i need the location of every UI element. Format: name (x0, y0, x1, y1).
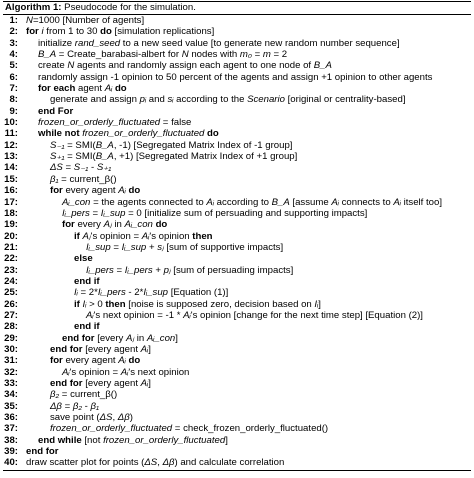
code-fragment: according to (214, 196, 272, 208)
variable: S₊₁ (50, 151, 65, 163)
variable: B_A (95, 139, 114, 151)
code-line (3, 321, 471, 332)
code-line (3, 276, 471, 287)
keyword: do (100, 26, 112, 38)
code-fragment: itself too] (400, 196, 443, 208)
line-number: 21: (4, 241, 18, 253)
variable: ΔS (99, 412, 113, 424)
variable: β₂ (72, 400, 82, 412)
line-number: 13: (4, 151, 18, 163)
variable: Aᵢ (140, 378, 149, 389)
code-line (3, 94, 471, 105)
code-text (74, 253, 93, 264)
keyword: if (74, 298, 83, 310)
code-fragment: [simulation replications] (111, 26, 215, 38)
code-text (38, 128, 219, 139)
code-text (50, 151, 297, 162)
variable: Aᵢ (118, 355, 126, 367)
code-line (3, 117, 471, 128)
variable: Iᵢ_sup (121, 241, 147, 253)
code-fragment: [not (84, 434, 104, 446)
code-line (3, 140, 471, 151)
variable: ΔS (144, 457, 158, 469)
code-fragment: ] (175, 332, 178, 344)
variable: N (181, 49, 189, 61)
code-line (3, 446, 471, 457)
code-text (62, 219, 167, 230)
keyword: while not (38, 128, 83, 140)
code-fragment: + (152, 264, 164, 276)
line-number: 36: (4, 412, 18, 424)
code-text (26, 446, 59, 457)
line-number: 31: (4, 355, 18, 367)
keyword: do (112, 83, 127, 95)
line-number: 5: (9, 60, 18, 72)
keyword: for (50, 355, 66, 367)
algorithm-label: Algorithm 1: (5, 2, 62, 13)
variable: sᵢ (167, 94, 174, 106)
line-number: 37: (4, 423, 18, 435)
code-fragment: save point ( (50, 412, 100, 424)
line-number: 25: (4, 287, 18, 299)
code-fragment: draw scatter plot for points ( (26, 457, 145, 469)
code-fragment: every agent (65, 185, 119, 197)
variable: frozen_or_orderly_fluctuated (103, 434, 226, 446)
code-fragment: = (89, 207, 101, 219)
variable: Aᵢ (206, 196, 215, 208)
code-text (50, 412, 133, 423)
code-line (3, 401, 471, 412)
variable: Aᵢ (393, 196, 401, 208)
code-line (3, 253, 471, 264)
code-fragment: in (111, 219, 125, 231)
code-line (3, 38, 471, 49)
variable: Aᵢ (86, 309, 94, 321)
code-text (38, 72, 432, 83)
line-number: 10: (4, 117, 18, 129)
variable: i (41, 26, 44, 38)
line-number: 39: (4, 446, 18, 458)
keyword: if (74, 230, 83, 242)
line-number: 8: (9, 94, 18, 106)
line-number: 30: (4, 343, 18, 355)
code-line (3, 219, 471, 230)
code-fragment: + (146, 241, 158, 253)
code-text (38, 117, 191, 128)
code-fragment: - (88, 162, 97, 174)
variable: Aⱼ (103, 219, 112, 231)
line-number: 38: (4, 434, 18, 446)
code-fragment: to a new seed value [to generate new random number sequence] (120, 37, 400, 49)
code-text (50, 185, 140, 196)
variable: S₋₁ (50, 139, 65, 151)
variable: N (26, 15, 33, 26)
code-text (74, 287, 228, 298)
code-fragment: [sum of persuading impacts] (170, 264, 294, 276)
line-number: 9: (9, 105, 18, 117)
variable: Aᵢ_con (146, 332, 176, 344)
line-number: 35: (4, 400, 18, 412)
code-line (3, 378, 471, 389)
variable: m (262, 49, 271, 61)
code-fragment: , +1) [Segregated Matrix Index of +1 group] (113, 151, 298, 163)
variable: Scenario (247, 94, 285, 106)
variable: ΔS (50, 162, 63, 174)
line-number: 22: (4, 253, 18, 265)
variable: Iᵢ_pers (86, 264, 114, 276)
variable: S₊₁ (96, 162, 112, 174)
variable: B_A (313, 60, 332, 72)
code-text (38, 49, 287, 60)
keyword: end while (38, 434, 85, 446)
code-fragment: ) and calculate correlation (174, 457, 285, 469)
code-line (3, 49, 471, 60)
code-fragment: ] (148, 343, 151, 355)
variable: Iᵢ_sup (100, 207, 126, 219)
code-line (3, 367, 471, 378)
code-fragment: =1000 [Number of agents] (32, 15, 145, 26)
code-fragment: [every agent (85, 378, 141, 389)
code-fragment: and (146, 94, 168, 106)
code-line (3, 83, 471, 94)
keyword: then (192, 230, 213, 242)
variable: rand_seed (74, 37, 121, 49)
variable: pⱼ (163, 264, 171, 276)
variable: B_A (38, 49, 57, 61)
code-text (50, 378, 151, 389)
code-fragment: = current_β() (58, 173, 117, 185)
code-fragment: every (77, 219, 104, 231)
code-line (3, 333, 471, 344)
code-line (3, 26, 471, 37)
variable: frozen_or_orderly_fluctuated (50, 423, 173, 435)
keyword: then (105, 298, 126, 310)
code-text (50, 344, 151, 355)
code-line (3, 242, 471, 253)
code-fragment: = (62, 162, 74, 174)
code-fragment: [assume (289, 196, 332, 208)
code-fragment: , (157, 457, 163, 469)
code-line (3, 185, 471, 196)
code-line (3, 435, 471, 446)
keyword: end for (62, 332, 98, 344)
code-line (3, 60, 471, 71)
variable: Aᵢ (118, 185, 126, 197)
code-fragment: = current_β() (59, 389, 118, 401)
code-fragment: = 2 (270, 49, 288, 61)
variable: Aᵢ_con (124, 219, 153, 231)
code-fragment: = Create_barabasi-albert for (56, 49, 182, 61)
code-text (38, 60, 332, 71)
keyword: for (50, 185, 66, 197)
code-fragment: create (38, 60, 68, 72)
code-text (86, 310, 423, 321)
code-line (3, 174, 471, 185)
code-fragment: , -1) [Segregated Matrix Index of -1 group] (113, 139, 293, 151)
code-fragment: ) (129, 412, 133, 424)
keyword: end for (50, 378, 86, 389)
code-fragment: = (61, 400, 73, 412)
algorithm-caption: Pseudocode for the simulation. (64, 2, 196, 13)
code-fragment: every agent (65, 355, 119, 367)
variable: Δβ (50, 400, 62, 412)
code-text (74, 276, 100, 287)
code-fragment: ] (148, 378, 151, 389)
code-fragment: - 2* (125, 287, 144, 299)
code-line (3, 151, 471, 162)
code-text (62, 208, 367, 219)
code-line (3, 231, 471, 242)
line-number: 6: (9, 71, 18, 83)
code-fragment: [every (97, 332, 126, 344)
variable: Iᵢ (314, 298, 319, 310)
code-line (3, 265, 471, 276)
keyword: for each (38, 83, 78, 95)
line-number: 14: (4, 162, 18, 174)
variable: Iᵢ (82, 298, 87, 310)
code-line (3, 412, 471, 423)
line-number: 15: (4, 173, 18, 185)
line-number: 34: (4, 389, 18, 401)
code-line (3, 310, 471, 321)
code-text (74, 299, 321, 310)
code-fragment: 's opinion [change for the next time step] [Equation (2)] (190, 309, 423, 321)
variable: Iᵢ_sup (143, 287, 169, 299)
variable: Iᵢ_sup (86, 241, 111, 253)
code-fragment: 's next opinion = -1 * (93, 309, 184, 321)
code-text (50, 162, 111, 173)
code-text (38, 83, 127, 94)
keyword: end for (26, 446, 59, 458)
code-line (3, 457, 471, 468)
variable: Aᵢ_con (62, 196, 91, 208)
variable: Iᵢ_pers (124, 264, 153, 276)
code-fragment: [Equation (1)] (168, 287, 229, 299)
keyword: else (74, 253, 93, 265)
line-number: 4: (9, 49, 18, 61)
code-fragment: agents and randomly assign each agent to one node of (74, 60, 314, 72)
line-number: 33: (4, 378, 18, 389)
code-text (62, 367, 189, 378)
code-text (74, 321, 100, 332)
variable: Δβ (162, 457, 175, 469)
variable: Iᵢ (74, 287, 78, 299)
code-fragment: from 1 to 30 (43, 26, 101, 38)
code-fragment: = (251, 49, 263, 61)
variable: Aᵢ (183, 309, 191, 321)
variable: Aᵢ (140, 343, 149, 355)
code-fragment: = 0 [initialize sum of persuading and supporting impacts] (125, 207, 368, 219)
code-fragment: randomly assign -1 opinion to 50 percent of the agents and assign +1 opinion to other agents (38, 71, 433, 83)
code-fragment: = 2* (77, 287, 98, 299)
line-number: 26: (4, 298, 18, 310)
code-text (50, 423, 328, 434)
variable: frozen_or_orderly_fluctuated (38, 117, 161, 129)
code-fragment: agent (78, 83, 105, 95)
code-fragment: [every agent (85, 343, 141, 355)
code-line (3, 287, 471, 298)
code-fragment: = SMI( (64, 139, 96, 151)
line-number: 28: (4, 321, 18, 333)
variable: S₋₁ (73, 162, 89, 174)
variable: B_A (271, 196, 290, 208)
line-number: 27: (4, 309, 18, 321)
code-fragment: 's opinion = (69, 366, 121, 378)
keyword: do (125, 185, 141, 197)
line-number: 1: (9, 15, 18, 26)
variable: Aⱼ (82, 230, 91, 242)
code-fragment: ] (225, 434, 228, 446)
code-line (3, 344, 471, 355)
code-fragment: generate and assign (50, 94, 140, 106)
code-fragment: = the agents connected to (90, 196, 207, 208)
code-fragment: > 0 (86, 298, 106, 310)
line-number: 32: (4, 366, 18, 378)
variable: Δβ (117, 412, 130, 424)
variable: β₁ (50, 173, 59, 185)
algorithm-box (3, 1, 471, 476)
keyword: end for (50, 343, 86, 355)
code-fragment: nodes with (188, 49, 240, 61)
code-fragment: in (134, 332, 147, 344)
code-text (50, 140, 292, 151)
pseudocode-lines (3, 15, 471, 469)
code-text (62, 197, 442, 208)
code-fragment: [original or centrality-based] (284, 94, 406, 106)
variable: Aᵢ (141, 230, 150, 242)
code-line (3, 299, 471, 310)
keyword: for (26, 26, 42, 38)
keyword: end if (74, 275, 100, 287)
variable: Aᵢ (120, 366, 129, 378)
code-line (3, 208, 471, 219)
line-number: 3: (9, 37, 18, 49)
line-number: 24: (4, 275, 18, 287)
variable: B_A (95, 151, 114, 163)
code-text (26, 26, 214, 37)
line-number: 7: (9, 83, 18, 95)
keyword: end if (74, 321, 100, 333)
line-number: 16: (4, 185, 18, 197)
variable: Aᵢ (104, 83, 113, 95)
code-fragment: = SMI( (64, 151, 96, 163)
variable: β₂ (50, 389, 60, 401)
code-fragment: 's opinion = (90, 230, 142, 242)
code-text (26, 15, 144, 26)
variable: N (67, 60, 75, 72)
code-text (62, 333, 178, 344)
code-line (3, 106, 471, 117)
line-number: 23: (4, 264, 18, 276)
algorithm-title (3, 1, 471, 15)
keyword: for (62, 219, 78, 231)
variable: Aᵢ (331, 196, 339, 208)
code-line (3, 355, 471, 366)
code-text (86, 265, 293, 276)
code-text (50, 94, 405, 105)
code-fragment: initialize (38, 37, 75, 49)
keyword: do (204, 128, 219, 140)
code-text (38, 435, 228, 446)
code-text (38, 106, 73, 117)
line-number: 18: (4, 207, 18, 219)
code-text (50, 389, 117, 400)
code-line (3, 15, 471, 26)
code-line (3, 128, 471, 139)
code-line (3, 389, 471, 400)
line-number: 2: (9, 26, 18, 38)
code-text (38, 38, 400, 49)
variable: Iᵢ_pers (97, 287, 126, 299)
bottom-rule (3, 470, 471, 471)
keyword: do (125, 355, 141, 367)
code-fragment: according to the (173, 94, 248, 106)
code-fragment: [noise is supposed zero, decision based on (125, 298, 315, 310)
variable: pᵢ (139, 94, 147, 106)
line-number: 19: (4, 219, 18, 231)
line-number: 11: (4, 128, 18, 140)
code-fragment: - (82, 400, 91, 412)
variable: Aⱼ (125, 332, 135, 344)
code-text (74, 231, 213, 242)
line-number: 20: (4, 230, 18, 242)
line-number: 29: (4, 332, 18, 344)
variable: Aᵢ (62, 366, 70, 378)
code-text (26, 457, 284, 468)
line-number: 40: (4, 457, 18, 469)
code-fragment: , (112, 412, 118, 424)
line-number: 12: (4, 139, 18, 151)
variable: frozen_or_orderly_fluctuated (82, 128, 205, 140)
code-line (3, 72, 471, 83)
variable: Iᵢ_pers (62, 207, 90, 219)
code-text (86, 242, 283, 253)
variable: sⱼ (157, 241, 164, 253)
code-text (50, 355, 140, 366)
code-fragment: = check_frozen_orderly_fluctuated() (172, 423, 329, 435)
keyword: end For (38, 105, 74, 117)
code-fragment: 's opinion (149, 230, 193, 242)
code-fragment: = false (160, 117, 192, 129)
line-number: 17: (4, 196, 18, 208)
variable: β₁ (90, 400, 100, 412)
code-text (50, 174, 117, 185)
code-line (3, 162, 471, 173)
keyword: do (152, 219, 168, 231)
code-line (3, 423, 471, 434)
code-text (50, 401, 99, 412)
variable: m₀ (239, 49, 252, 61)
code-fragment: = (113, 264, 125, 276)
code-fragment: [sum of supportive impacts] (163, 241, 284, 253)
code-fragment: connects to (338, 196, 394, 208)
code-line (3, 197, 471, 208)
code-fragment: = (110, 241, 122, 253)
code-fragment: ] (318, 298, 321, 310)
code-fragment: 's next opinion (128, 366, 190, 378)
